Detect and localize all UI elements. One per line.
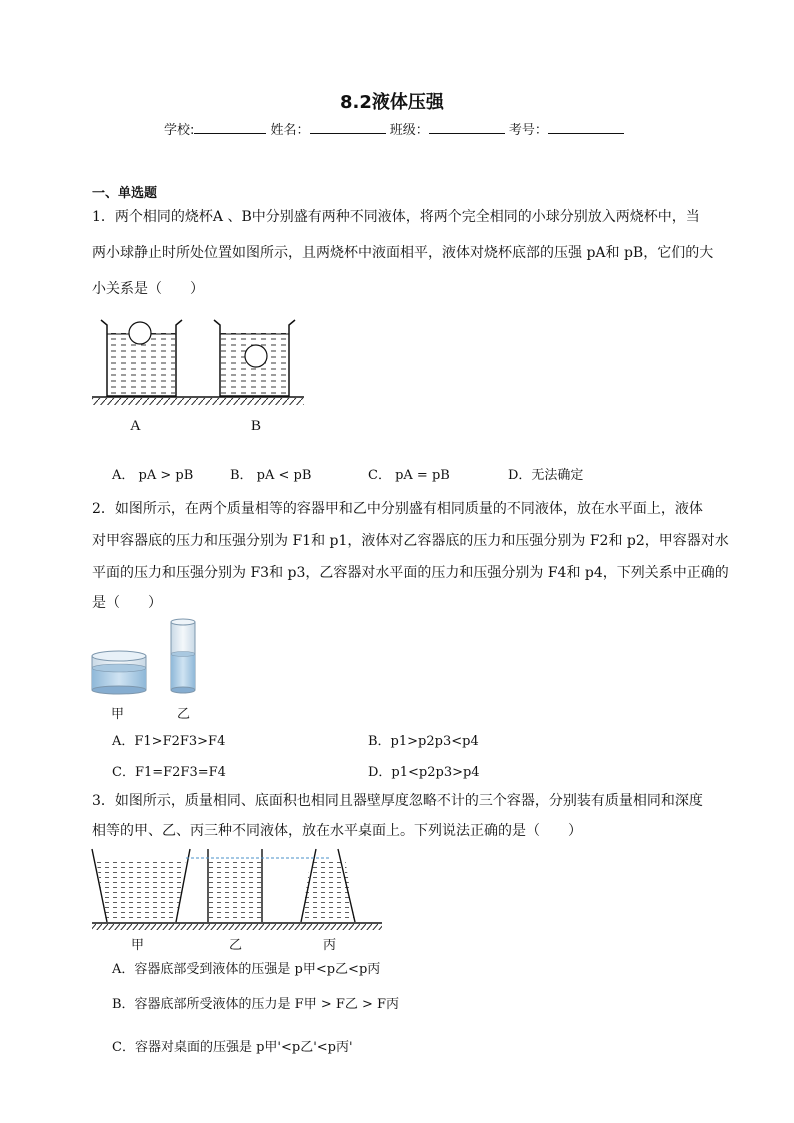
school-label: 学校: [164, 123, 195, 138]
q1-fig-label-b: B [251, 418, 262, 434]
q3-option-b[interactable]: B．容器底部所受液体的压力是 F甲 > F乙 > F丙 [112, 997, 400, 1012]
q3-fig-label-yi: 乙 [229, 938, 243, 953]
container-yi-3 [208, 849, 262, 922]
q2-line4: 是（ ） [92, 595, 162, 611]
q1-option-d[interactable]: D．无法确定 [508, 468, 584, 483]
container-bing-3 [301, 849, 355, 922]
q2-option-a[interactable]: A．F1>F2F3>F4 [112, 734, 226, 749]
q3-option-c[interactable]: C．容器对桌面的压强是 p甲'<p乙'<p丙' [112, 1040, 353, 1055]
q2-line1: 2．如图所示，在两个质量相等的容器甲和乙中分别盛有相同质量的不同液体，放在水平面上，液体 [92, 501, 703, 517]
q2-fig-label-yi: 乙 [177, 707, 191, 722]
q1-line2: 两小球静止时所处位置如图所示，且两烧杯中液面相平，液体对烧杯底部的压强 pA和 pB，它们的大 [92, 245, 714, 261]
q3-line2: 相等的甲、乙、丙三种不同液体，放在水平桌面上。下列说法正确的是（ ） [92, 823, 582, 839]
q3-fig-label-bing: 丙 [323, 938, 337, 953]
section-heading: 一、单选题 [92, 186, 158, 201]
class-label: 班级： [389, 123, 429, 138]
container-jia-3 [92, 849, 190, 922]
q1-option-b[interactable]: B． pA < pB [230, 468, 312, 483]
q3-fig-label-jia: 甲 [131, 938, 145, 953]
q3-line1: 3．如图所示，质量相同、底面积也相同且器壁厚度忽略不计的三个容器，分别装有质量相同和深度 [92, 793, 703, 809]
q2-line2: 对甲容器底的压力和压强分别为 F1和 p1，液体对乙容器底的压力和压强分别为 F2和 p2，甲容器对水 [92, 533, 729, 549]
q2-line3: 平面的压力和压强分别为 F3和 p3，乙容器对水平面的压力和压强分别为 F4和 p4，下列关系中正确的 [92, 565, 729, 581]
q1-line1: 1．两个相同的烧杯A 、B中分别盛有两种不同液体，将两个完全相同的小球分别放入两烧杯中，当 [92, 209, 700, 225]
q1-line3: 小关系是（ ） [92, 281, 204, 297]
q1-fig-label-a: A [130, 418, 141, 434]
q2-option-b[interactable]: B．p1>p2p3<p4 [368, 734, 479, 749]
q2-option-c[interactable]: C．F1=F2F3=F4 [112, 765, 226, 780]
page-title: 8.2液体压强 [340, 92, 444, 113]
q1-option-c[interactable]: C． pA = pB [368, 468, 450, 483]
name-label: 姓名： [270, 123, 310, 138]
q2-fig-label-jia: 甲 [111, 707, 125, 722]
q2-option-d[interactable]: D．p1<p2p3>p4 [368, 765, 480, 780]
q3-option-a[interactable]: A．容器底部受到液体的压强是 p甲<p乙<p丙 [112, 962, 381, 977]
q1-option-a[interactable]: A． pA > pB [112, 468, 194, 483]
exam-label: 考号： [508, 123, 548, 138]
